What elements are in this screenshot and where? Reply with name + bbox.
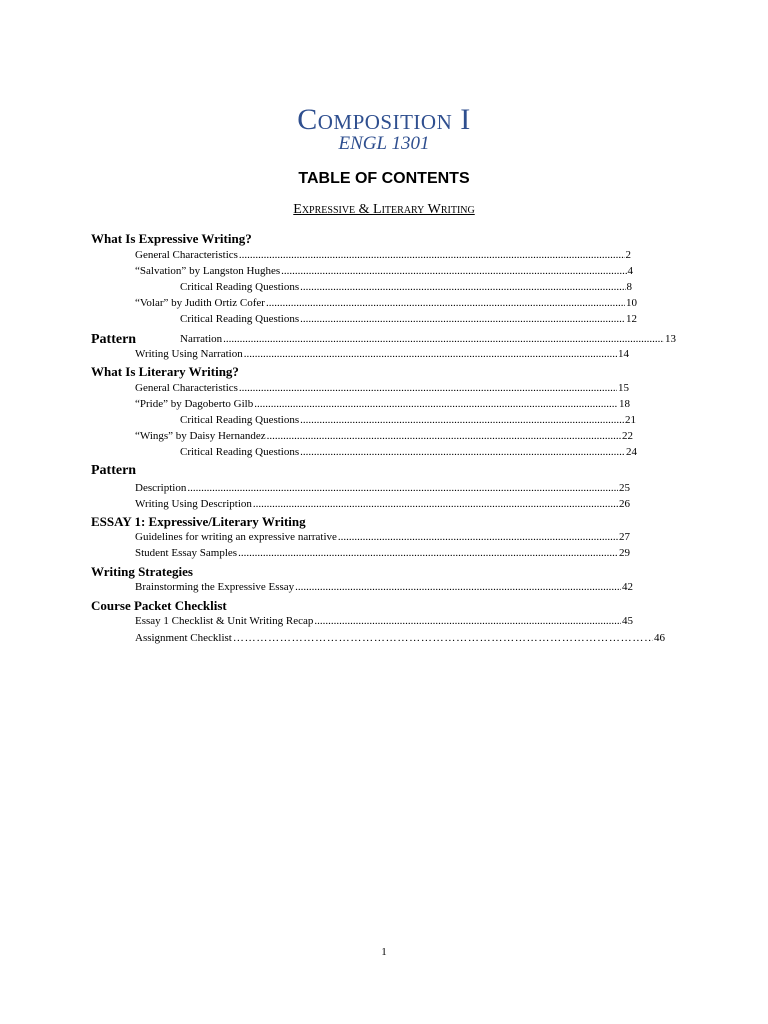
toc-group-heading: Course Packet Checklist	[91, 598, 227, 613]
dot-leader	[314, 615, 621, 627]
toc-entry-page: 12	[626, 313, 637, 325]
dot-leader	[253, 498, 618, 510]
toc-entry-page: 45	[622, 615, 633, 627]
toc-entry-label: Writing Using Narration	[135, 348, 243, 360]
toc-entry-label: Student Essay Samples	[135, 547, 238, 559]
toc-entry[interactable]	[135, 581, 633, 596]
toc-entry-page: 10	[626, 297, 637, 309]
toc-entry[interactable]	[180, 313, 637, 328]
toc-entry[interactable]	[135, 632, 665, 647]
toc-entry-page: 46	[654, 632, 665, 644]
document-title: Composition I	[297, 103, 471, 136]
toc-entry-label: Critical Reading Questions	[180, 281, 300, 293]
dot-leader	[281, 265, 626, 277]
toc-entry-label: Narration	[180, 333, 223, 345]
dot-leader	[266, 297, 625, 309]
toc-entry-label: General Characteristics	[135, 249, 238, 261]
page-number: 1	[381, 946, 387, 958]
toc-entry-page: 29	[619, 547, 630, 559]
toc-entry-label: Essay 1 Checklist & Unit Writing Recap	[135, 615, 314, 627]
pattern-row	[91, 332, 676, 348]
toc-entry[interactable]	[135, 265, 633, 280]
toc-group-heading: Writing Strategies	[91, 564, 193, 579]
toc-entry[interactable]	[135, 382, 629, 397]
toc-group-heading: ESSAY 1: Expressive/Literary Writing	[91, 514, 306, 529]
toc-entry[interactable]	[135, 297, 637, 312]
toc-entry-label: Critical Reading Questions	[180, 313, 300, 325]
toc-group-heading: Pattern	[91, 332, 137, 347]
toc-entry[interactable]	[180, 414, 636, 429]
toc-group-heading: Pattern	[91, 463, 137, 478]
toc-entry-label: Assignment Checklist	[135, 632, 232, 644]
dot-leader	[300, 414, 624, 426]
toc-entry-page: 42	[622, 581, 633, 593]
toc-entry-page: 4	[627, 265, 633, 277]
course-code: ENGL 1301	[338, 133, 430, 154]
toc-entry-page: 14	[618, 348, 629, 360]
toc-entry[interactable]	[180, 446, 637, 461]
toc-entry[interactable]	[180, 281, 632, 296]
toc-entry-page: 26	[619, 498, 630, 510]
toc-entry-page: 21	[625, 414, 636, 426]
dot-leader	[338, 531, 618, 543]
toc-entry-label: “Wings” by Daisy Hernandez	[135, 430, 266, 442]
toc-entry-label: “Pride” by Dagoberto Gilb	[135, 398, 254, 410]
toc-entry-label: “Volar” by Judith Ortiz Cofer	[135, 297, 265, 309]
toc-entry[interactable]	[135, 498, 630, 513]
toc-entry-page: 13	[665, 333, 676, 345]
toc-entry[interactable]	[135, 398, 630, 413]
toc-entry-page: 8	[626, 281, 632, 293]
section-heading: Expressive & Literary Writing	[293, 202, 475, 217]
toc-entry[interactable]	[135, 531, 630, 546]
toc-entry[interactable]	[135, 348, 629, 363]
toc-entry-page: 18	[619, 398, 630, 410]
toc-entry[interactable]	[180, 333, 676, 348]
toc-entry-label: Critical Reading Questions	[180, 414, 300, 426]
dot-leader	[300, 313, 625, 325]
toc-entry-page: 24	[626, 446, 637, 458]
toc-entry-label: Writing Using Description	[135, 498, 252, 510]
toc-entry-label: Brainstorming the Expressive Essay	[135, 581, 295, 593]
dot-leader	[233, 632, 653, 644]
toc-entry-label: Description	[135, 482, 187, 494]
toc-entry[interactable]	[135, 615, 633, 630]
toc-entry[interactable]	[135, 249, 631, 264]
toc-entry[interactable]	[135, 547, 630, 562]
toc-entry-page: 2	[625, 249, 631, 261]
dot-leader	[238, 547, 618, 559]
dot-leader	[239, 382, 617, 394]
toc-group-heading: What Is Literary Writing?	[91, 364, 239, 379]
dot-leader	[239, 249, 625, 261]
dot-leader	[300, 281, 625, 293]
dot-leader	[300, 446, 625, 458]
toc-entry[interactable]	[135, 482, 630, 497]
toc-entry-label: Critical Reading Questions	[180, 446, 300, 458]
toc-entry-page: 22	[622, 430, 633, 442]
toc-entry-page: 15	[618, 382, 629, 394]
toc-entry[interactable]	[135, 430, 633, 445]
toc-heading: TABLE OF CONTENTS	[298, 170, 470, 187]
dot-leader	[223, 333, 664, 345]
toc-group-heading: What Is Expressive Writing?	[91, 231, 252, 246]
toc-entry-label: General Characteristics	[135, 382, 238, 394]
dot-leader	[187, 482, 618, 494]
dot-leader	[295, 581, 621, 593]
toc-entry-label: Guidelines for writing an expressive narrative	[135, 531, 337, 543]
toc-entry-label: “Salvation” by Langston Hughes	[135, 265, 281, 277]
dot-leader	[254, 398, 618, 410]
toc-entry-page: 25	[619, 482, 630, 494]
toc-entry-page: 27	[619, 531, 630, 543]
dot-leader	[267, 430, 621, 442]
dot-leader	[244, 348, 617, 360]
